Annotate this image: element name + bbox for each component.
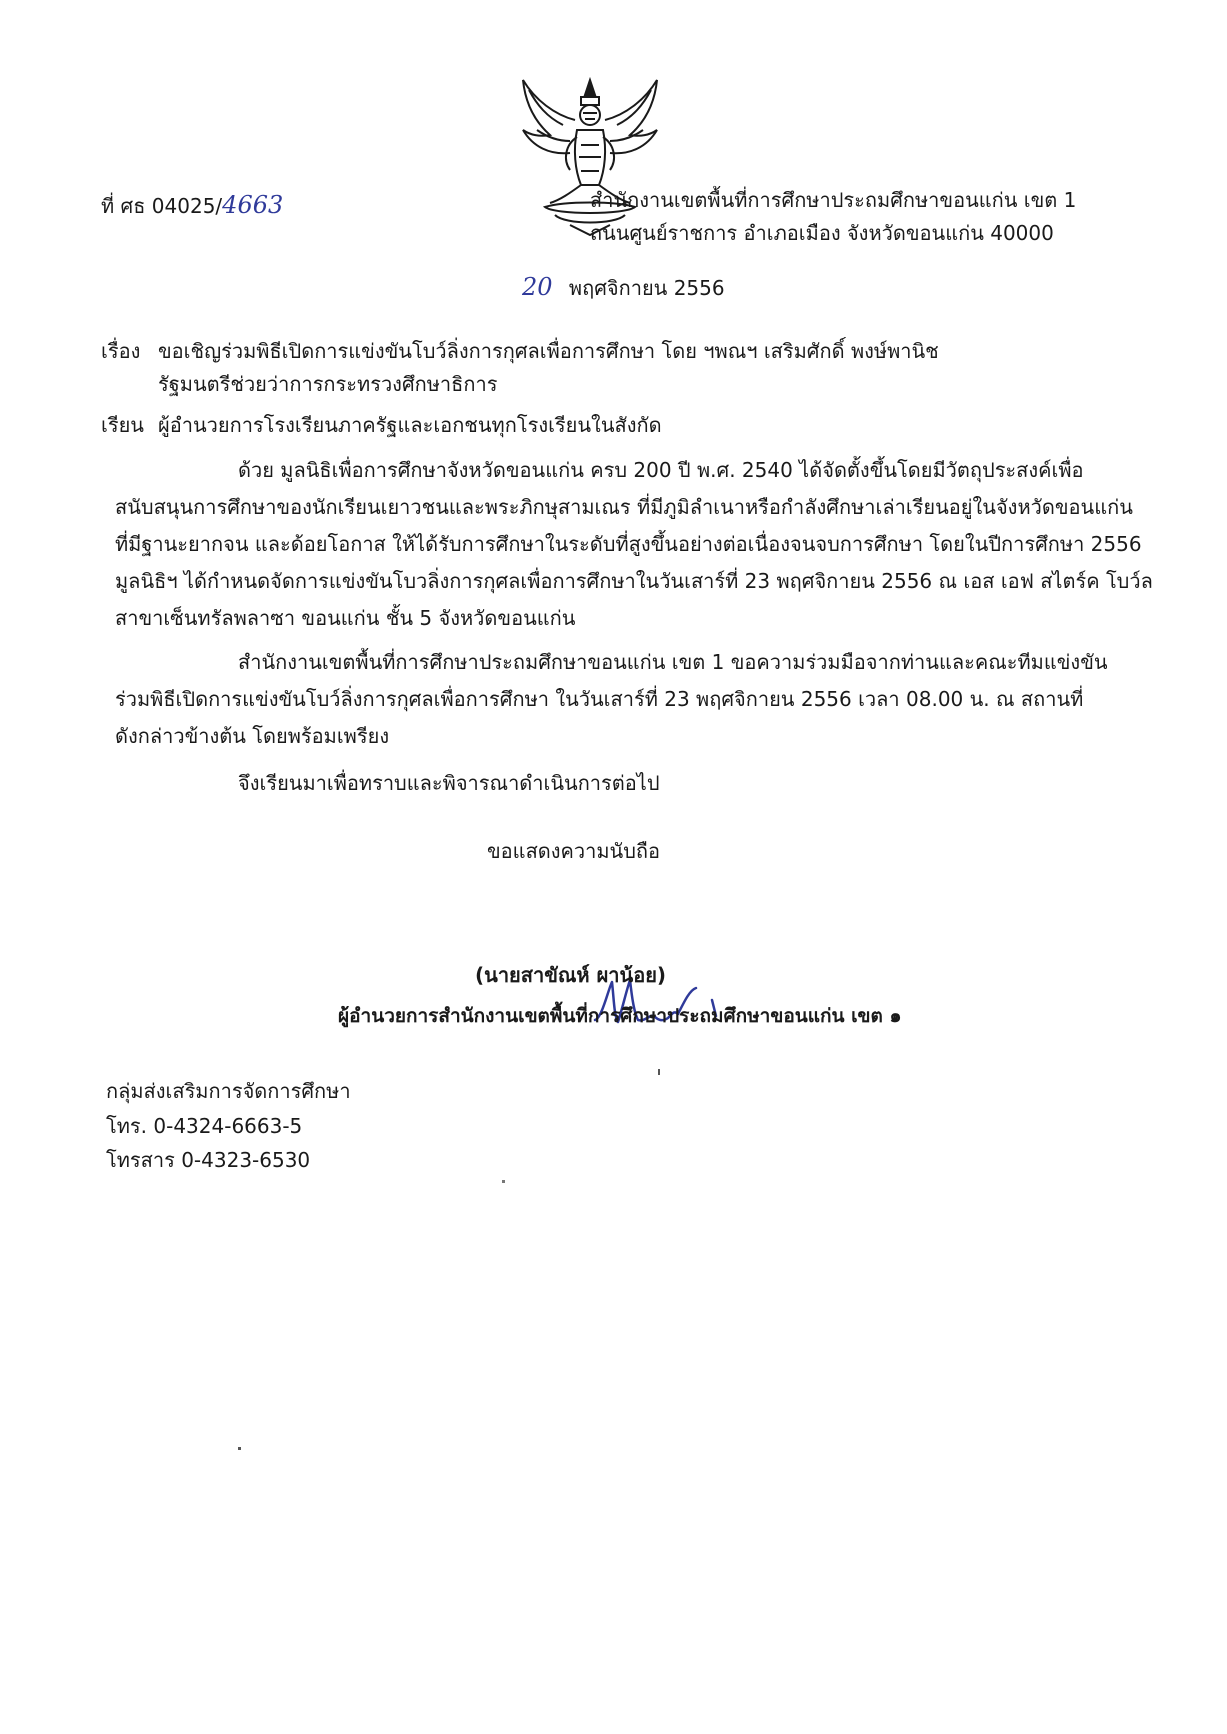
contact-department: กลุ่มส่งเสริมการจัดการศึกษา — [106, 1079, 351, 1103]
subject-line-1: ขอเชิญร่วมพิธีเปิดการแข่งขันโบว์ลิ่งการกุศลเพื่อการศึกษา โดย ฯพณฯ เสริมศักดิ์ พงษ์พานิช — [158, 339, 939, 363]
scan-speck — [238, 1447, 241, 1450]
body-paragraph-2 — [115, 644, 1145, 755]
salutation: ขอแสดงความนับถือ — [487, 839, 661, 863]
paragraph-line: ดังกล่าวข้างต้น โดยพร้อมเพรียง — [115, 724, 390, 748]
scan-speck — [502, 1180, 505, 1183]
date-month-year: พฤศจิกายน 2556 — [568, 276, 725, 300]
recipient-text: ผู้อำนวยการโรงเรียนภาครัฐและเอกชนทุกโรงเรียนในสังกัด — [158, 413, 662, 437]
closing-request: จึงเรียนมาเพื่อทราบและพิจารณาดำเนินการต่อไป — [238, 771, 660, 795]
contact-fax: โทรสาร 0-4323-6530 — [106, 1148, 311, 1172]
date-day-handwritten: 20 — [522, 273, 553, 301]
garuda-emblem-icon — [515, 75, 665, 240]
reference-prefix: ที่ ศธ 04025/ — [101, 194, 223, 218]
recipient-label: เรียน — [101, 413, 144, 437]
paragraph-line: ที่มีฐานะยากจน และด้อยโอกาส ให้ได้รับการศึกษาในระดับที่สูงขึ้นอย่างต่อเนื่องจนจบการศึกษา โดยในปีการศึกษา 2556 — [115, 532, 1142, 556]
contact-phone: โทร. 0-4324-6663-5 — [106, 1114, 303, 1138]
office-address: ถนนศูนย์ราชการ อำเภอเมือง จังหวัดขอนแก่น 40000 — [590, 221, 1054, 245]
body-paragraph-1 — [115, 452, 1153, 637]
paragraph-line: สนับสนุนการศึกษาของนักเรียนเยาวชนและพระภิกษุสามเณร ที่มีภูมิลำเนาหรือกำลังศึกษาเล่าเรียนอยู่ในจังหวัดขอนแก่น — [115, 495, 1133, 519]
signer-title: ผู้อำนวยการสำนักงานเขตพื้นที่การศึกษาประถมศึกษาขอนแก่น เขต ๑ — [338, 1005, 902, 1027]
paragraph-line: สำนักงานเขตพื้นที่การศึกษาประถมศึกษาขอนแก่น เขต 1 ขอความร่วมมือจากท่านและคณะทีมแข่งขัน — [238, 650, 1108, 674]
paragraph-line: สาขาเซ็นทรัลพลาซา ขอนแก่น ชั้น 5 จังหวัดขอนแก่น — [115, 606, 576, 630]
subject-line-2: รัฐมนตรีช่วยว่าการกระทรวงศึกษาธิการ — [158, 372, 498, 396]
letter-date — [522, 272, 725, 303]
signer-name: (นายสาขัณห์ ผาน้อย) — [475, 963, 667, 987]
reference-line — [101, 190, 283, 221]
scan-speck — [658, 1069, 660, 1075]
paragraph-line: ร่วมพิธีเปิดการแข่งขันโบว์ลิ่งการกุศลเพื่อการศึกษา ในวันเสาร์ที่ 23 พฤศจิกายน 2556 เวลา 08.00 น. ณ สถานที่ — [115, 687, 1084, 711]
office-name: สำนักงานเขตพื้นที่การศึกษาประถมศึกษาขอนแก่น เขต 1 — [590, 188, 1077, 212]
paragraph-line: ด้วย มูลนิธิเพื่อการศึกษาจังหวัดขอนแก่น ครบ 200 ปี พ.ศ. 2540 ได้จัดตั้งขึ้นโดยมีวัตถุประสงค์เพื่อ — [238, 458, 1084, 482]
subject-label: เรื่อง — [101, 339, 141, 363]
reference-number-handwritten: 4663 — [222, 191, 284, 219]
paragraph-line: มูลนิธิฯ ได้กำหนดจัดการแข่งขันโบวลิ่งการกุศลเพื่อการศึกษาในวันเสาร์ที่ 23 พฤศจิกายน 2556 ณ เอส เอฟ สไตร์ค โบว์ล — [115, 569, 1153, 593]
